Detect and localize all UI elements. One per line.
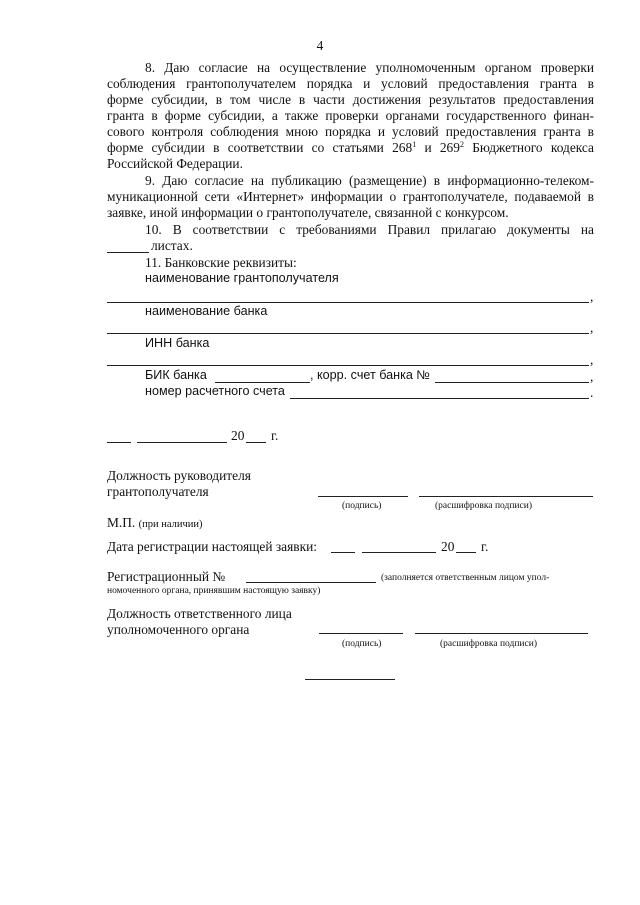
stamp-note: (при наличии) xyxy=(138,519,203,530)
comma: , xyxy=(590,320,594,335)
sheets-count-field[interactable] xyxy=(107,252,149,253)
date-day-field[interactable] xyxy=(107,442,131,443)
date-year-field[interactable] xyxy=(246,442,266,443)
registration-note-line1: (заполняется ответственным лицом упол- xyxy=(381,573,550,583)
registration-day-field[interactable] xyxy=(331,552,355,553)
head-signature-field[interactable] xyxy=(318,496,408,497)
head-position-line1: Должность руководителя xyxy=(107,468,251,483)
item8-line: форме субсидии, в том числе в части достижения результатов предоставления xyxy=(107,92,594,107)
responsible-position-line2: уполномоченного органа xyxy=(107,622,250,637)
registration-month-field[interactable] xyxy=(362,552,436,553)
registration-year-suffix: г. xyxy=(481,539,489,554)
registration-date-label: Дата регистрации настоящей заявки: xyxy=(107,539,317,554)
item10-line: 10. В соответствии с требованиями Правил прилагаю документы на xyxy=(145,222,594,237)
item8-line: 8. Даю согласие на осуществление уполномоченным органом проверки xyxy=(145,60,594,75)
head-position-line2: грантополучателя xyxy=(107,484,209,499)
item9-line: заявке, иной информации о грантополучателе, связанной с конкурсом. xyxy=(107,205,509,220)
item8-line: сового контроля соблюдения мною порядка и условий предоставления гранта в xyxy=(107,124,594,139)
responsible-decoding-caption: (расшифровка подписи) xyxy=(440,639,537,649)
responsible-signature-field[interactable] xyxy=(319,633,403,634)
account-field[interactable] xyxy=(290,398,589,399)
account-label: номер расчетного счета xyxy=(145,384,285,398)
registration-number-label: Регистрационный № xyxy=(107,569,226,584)
item10-sheets-label: листах. xyxy=(151,238,193,253)
corr-account-field[interactable] xyxy=(435,382,589,383)
date-year-prefix: 20 xyxy=(231,428,245,443)
comma: , xyxy=(590,369,594,384)
item8-line: соблюдения грантополучателем порядка и условий предоставления гранта в xyxy=(107,76,594,91)
responsible-signature-caption: (подпись) xyxy=(342,639,382,649)
registration-note-line2: номоченного органа, принявшим настоящую заявку) xyxy=(107,586,321,596)
recipient-name-field[interactable] xyxy=(107,302,589,303)
page-number: 4 xyxy=(316,38,324,53)
inn-field[interactable] xyxy=(107,365,589,366)
stamp-label: М.П. (при наличии) xyxy=(107,515,203,530)
period: . xyxy=(590,385,594,400)
bik-field[interactable] xyxy=(215,382,310,383)
head-decoding-caption: (расшифровка подписи) xyxy=(435,501,532,511)
end-divider xyxy=(305,679,395,680)
corr-account-label: , корр. счет банка № xyxy=(310,368,430,382)
registration-year-field[interactable] xyxy=(456,552,476,553)
responsible-position-line1: Должность ответственного лица xyxy=(107,606,292,621)
head-signature-caption: (подпись) xyxy=(342,501,382,511)
date-month-field[interactable] xyxy=(137,442,227,443)
item8-line-articles: форме субсидии в соответствии со статьями $268^1$ и $269^2$ Бюджетного кодекса xyxy=(107,140,594,155)
item11-heading: 11. Банковские реквизиты: xyxy=(145,255,297,270)
item8-line: Российской Федерации. xyxy=(107,156,243,171)
bik-label: БИК банка xyxy=(145,368,207,382)
recipient-name-label: наименование грантополучателя xyxy=(145,271,339,285)
registration-number-field[interactable] xyxy=(246,582,376,583)
comma: , xyxy=(590,289,594,304)
bank-name-label: наименование банка xyxy=(145,304,268,318)
item9-line: муникационной сети «Интернет» информации о грантополучателе, подаваемой в xyxy=(107,189,594,204)
date-year-suffix: г. xyxy=(271,428,279,443)
item9-line: 9. Даю согласие на публикацию (размещение) в информационно-телеком- xyxy=(145,173,594,188)
bank-name-field[interactable] xyxy=(107,333,589,334)
item8-line: гранта в форме субсидии, а также проверки органами государственного финан- xyxy=(107,108,594,123)
responsible-decoding-field[interactable] xyxy=(415,633,588,634)
head-decoding-field[interactable] xyxy=(419,496,593,497)
inn-label: ИНН банка xyxy=(145,336,210,350)
comma: , xyxy=(590,352,594,367)
registration-year-prefix: 20 xyxy=(441,539,455,554)
